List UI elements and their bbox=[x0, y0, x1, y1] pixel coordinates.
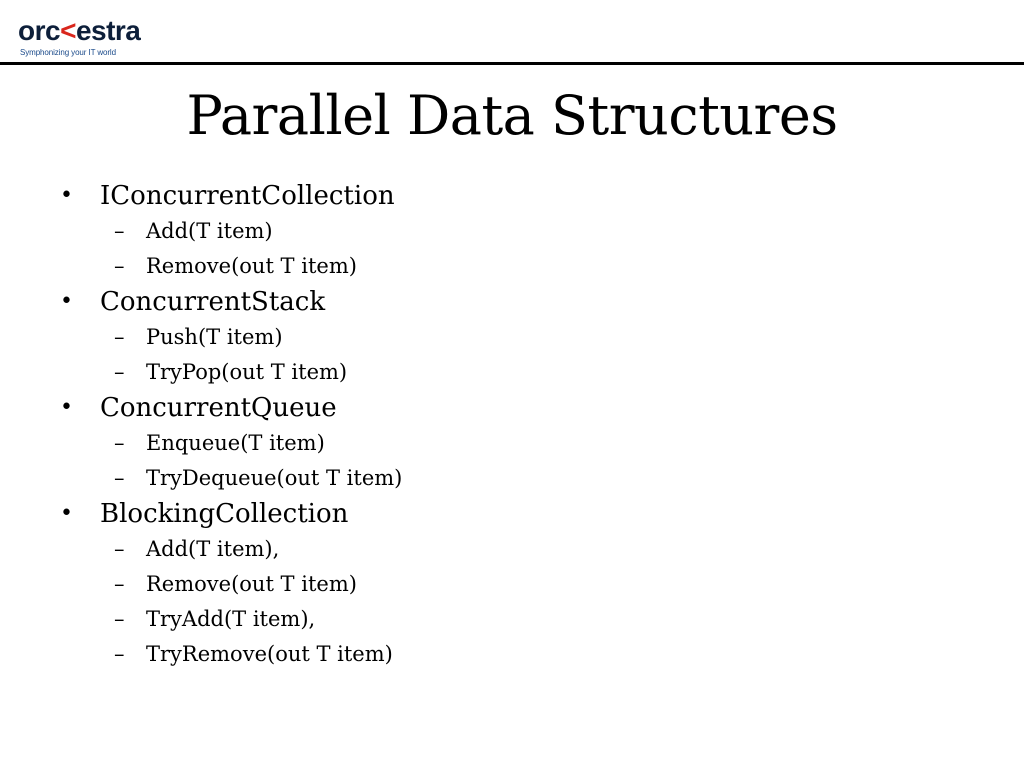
sub-bullet-list bbox=[100, 426, 956, 496]
sub-bullet-item bbox=[102, 320, 956, 355]
sub-bullet-label: TryRemove(out T item) bbox=[146, 642, 393, 666]
sub-bullet-label: TryPop(out T item) bbox=[146, 360, 348, 384]
sub-bullet-label: Push(T item) bbox=[146, 325, 283, 349]
dash-icon: – bbox=[114, 254, 125, 278]
sub-bullet-item bbox=[102, 355, 956, 390]
logo-wordmark bbox=[18, 14, 140, 48]
dash-icon: – bbox=[114, 572, 125, 596]
sub-bullet-label: Add(T item), bbox=[146, 537, 280, 561]
bullet-label: ConcurrentQueue bbox=[100, 393, 337, 423]
sub-bullet-item bbox=[102, 461, 956, 496]
dash-icon: – bbox=[114, 466, 125, 490]
bullet-item bbox=[56, 284, 956, 390]
sub-bullet-list bbox=[100, 532, 956, 672]
sub-bullet-label: TryDequeue(out T item) bbox=[146, 466, 403, 490]
dash-icon: – bbox=[114, 642, 125, 666]
sub-bullet-list bbox=[100, 320, 956, 390]
logo-tagline: Symphonizing your IT world bbox=[20, 48, 116, 57]
dash-icon: – bbox=[114, 607, 125, 631]
bullet-item bbox=[56, 178, 956, 284]
bullet-icon: • bbox=[60, 183, 73, 208]
sub-bullet-item bbox=[102, 426, 956, 461]
bullet-content bbox=[56, 178, 956, 672]
bullet-item bbox=[56, 390, 956, 496]
bullet-label: ConcurrentStack bbox=[100, 287, 326, 317]
sub-bullet-item bbox=[102, 532, 956, 567]
sub-bullet-item bbox=[102, 249, 956, 284]
bullet-icon: • bbox=[60, 501, 73, 526]
dash-icon: – bbox=[114, 219, 125, 243]
dash-icon: – bbox=[114, 537, 125, 561]
logo-word-prefix: orc bbox=[18, 15, 61, 46]
logo-chevron-icon: < bbox=[60, 15, 76, 46]
orcestra-logo bbox=[18, 14, 188, 60]
slide-title: Parallel Data Structures bbox=[186, 84, 838, 147]
dash-icon: – bbox=[114, 325, 125, 349]
bullet-icon: • bbox=[60, 289, 73, 314]
sub-bullet-list bbox=[100, 214, 956, 284]
dash-icon: – bbox=[114, 431, 125, 455]
bullet-label: IConcurrentCollection bbox=[100, 181, 395, 211]
bullet-list bbox=[56, 178, 956, 672]
bullet-label: BlockingCollection bbox=[100, 499, 349, 529]
header-divider bbox=[0, 62, 1024, 65]
sub-bullet-label: Remove(out T item) bbox=[146, 254, 357, 278]
sub-bullet-label: Enqueue(T item) bbox=[146, 431, 325, 455]
dash-icon: – bbox=[114, 360, 125, 384]
sub-bullet-label: Add(T item) bbox=[146, 219, 273, 243]
sub-bullet-item bbox=[102, 567, 956, 602]
logo-word-suffix: estra bbox=[75, 15, 141, 46]
sub-bullet-label: Remove(out T item) bbox=[146, 572, 357, 596]
bullet-icon: • bbox=[60, 395, 73, 420]
sub-bullet-item bbox=[102, 637, 956, 672]
bullet-item bbox=[56, 496, 956, 672]
sub-bullet-label: TryAdd(T item), bbox=[146, 607, 316, 631]
sub-bullet-item bbox=[102, 214, 956, 249]
sub-bullet-item bbox=[102, 602, 956, 637]
